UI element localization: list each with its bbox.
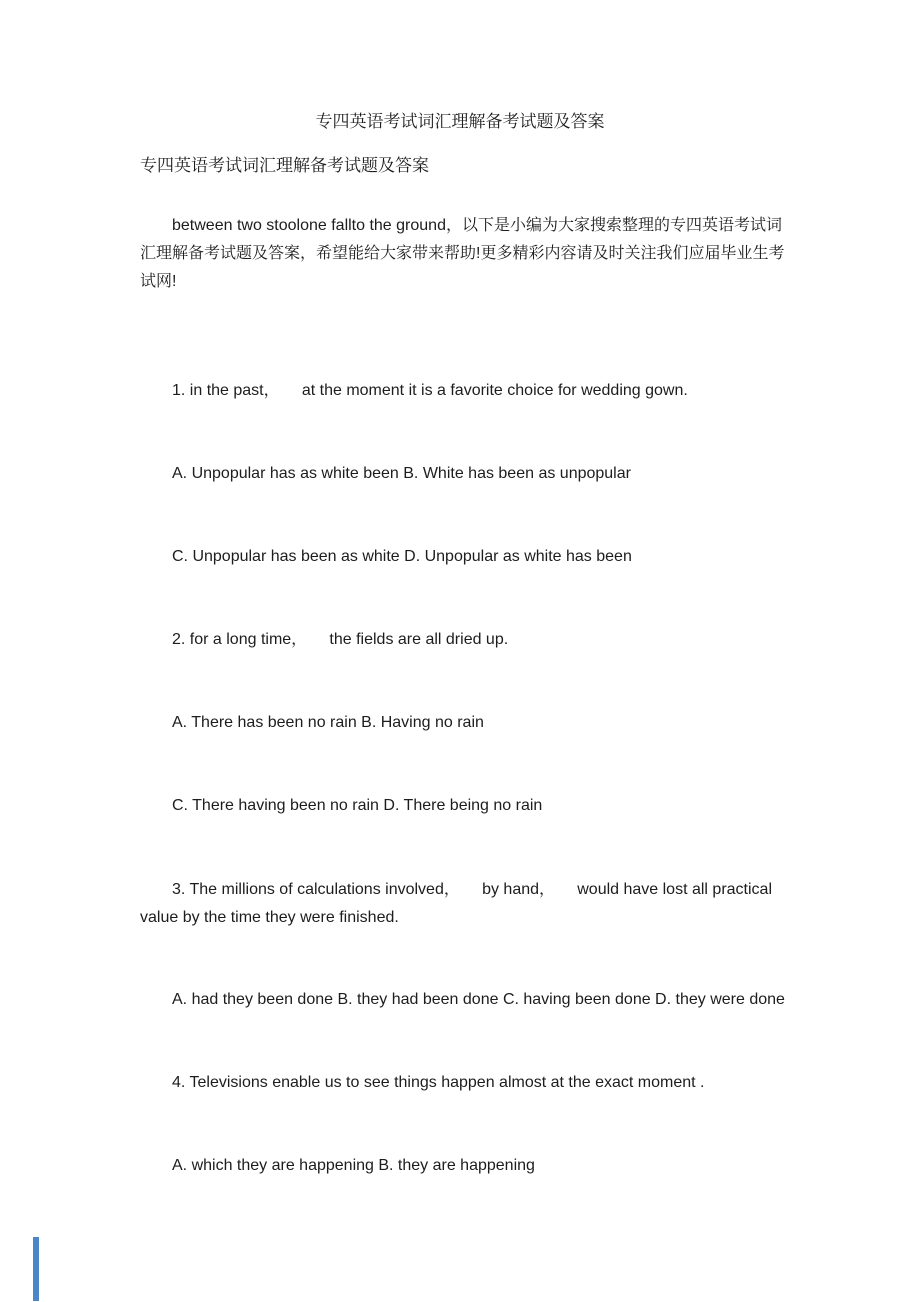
question-4-options-ab: A. which they are happening B. they are happening [172,1157,535,1174]
question-2-options-ab: A. There has been no rain B. Having no rain [172,714,484,731]
intro-paragraph: between two stoolone fallto the ground，以下是小编为大家搜索整理的专四英语考试词汇理解备考试题及答案，希望能给大家带来帮助!更多精彩内容请及时关注我们应届毕业生考试网! [140,217,785,290]
question-2-stem: 2. for a long time， the fields are all dried up. [172,631,509,648]
question-3-options-abcd: A. had they been done B. they had been done C. having been done D. they were done [172,991,785,1008]
document-subtitle: 专四英语考试词汇理解备考试题及答案 [140,156,429,175]
question-2-options-cd: C. There having been no rain D. There being no rain [172,797,543,814]
question-3-stem: 3. The millions of calculations involved， by hand， would have lost all practical value by the time they were finished. [140,881,777,926]
question-1-stem: 1. in the past， at the moment it is a favorite choice for wedding gown. [172,382,688,399]
question-4-stem: 4. Televisions enable us to see things happen almost at the exact moment . [172,1074,705,1091]
question-1-options-ab: A. Unpopular has as white been B. White has been as unpopular [172,465,631,482]
question-1-options-cd: C. Unpopular has been as white D. Unpopular as white has been [172,548,632,565]
left-accent-bar [33,1237,39,1301]
document-title: 专四英语考试词汇理解备考试题及答案 [315,112,605,131]
